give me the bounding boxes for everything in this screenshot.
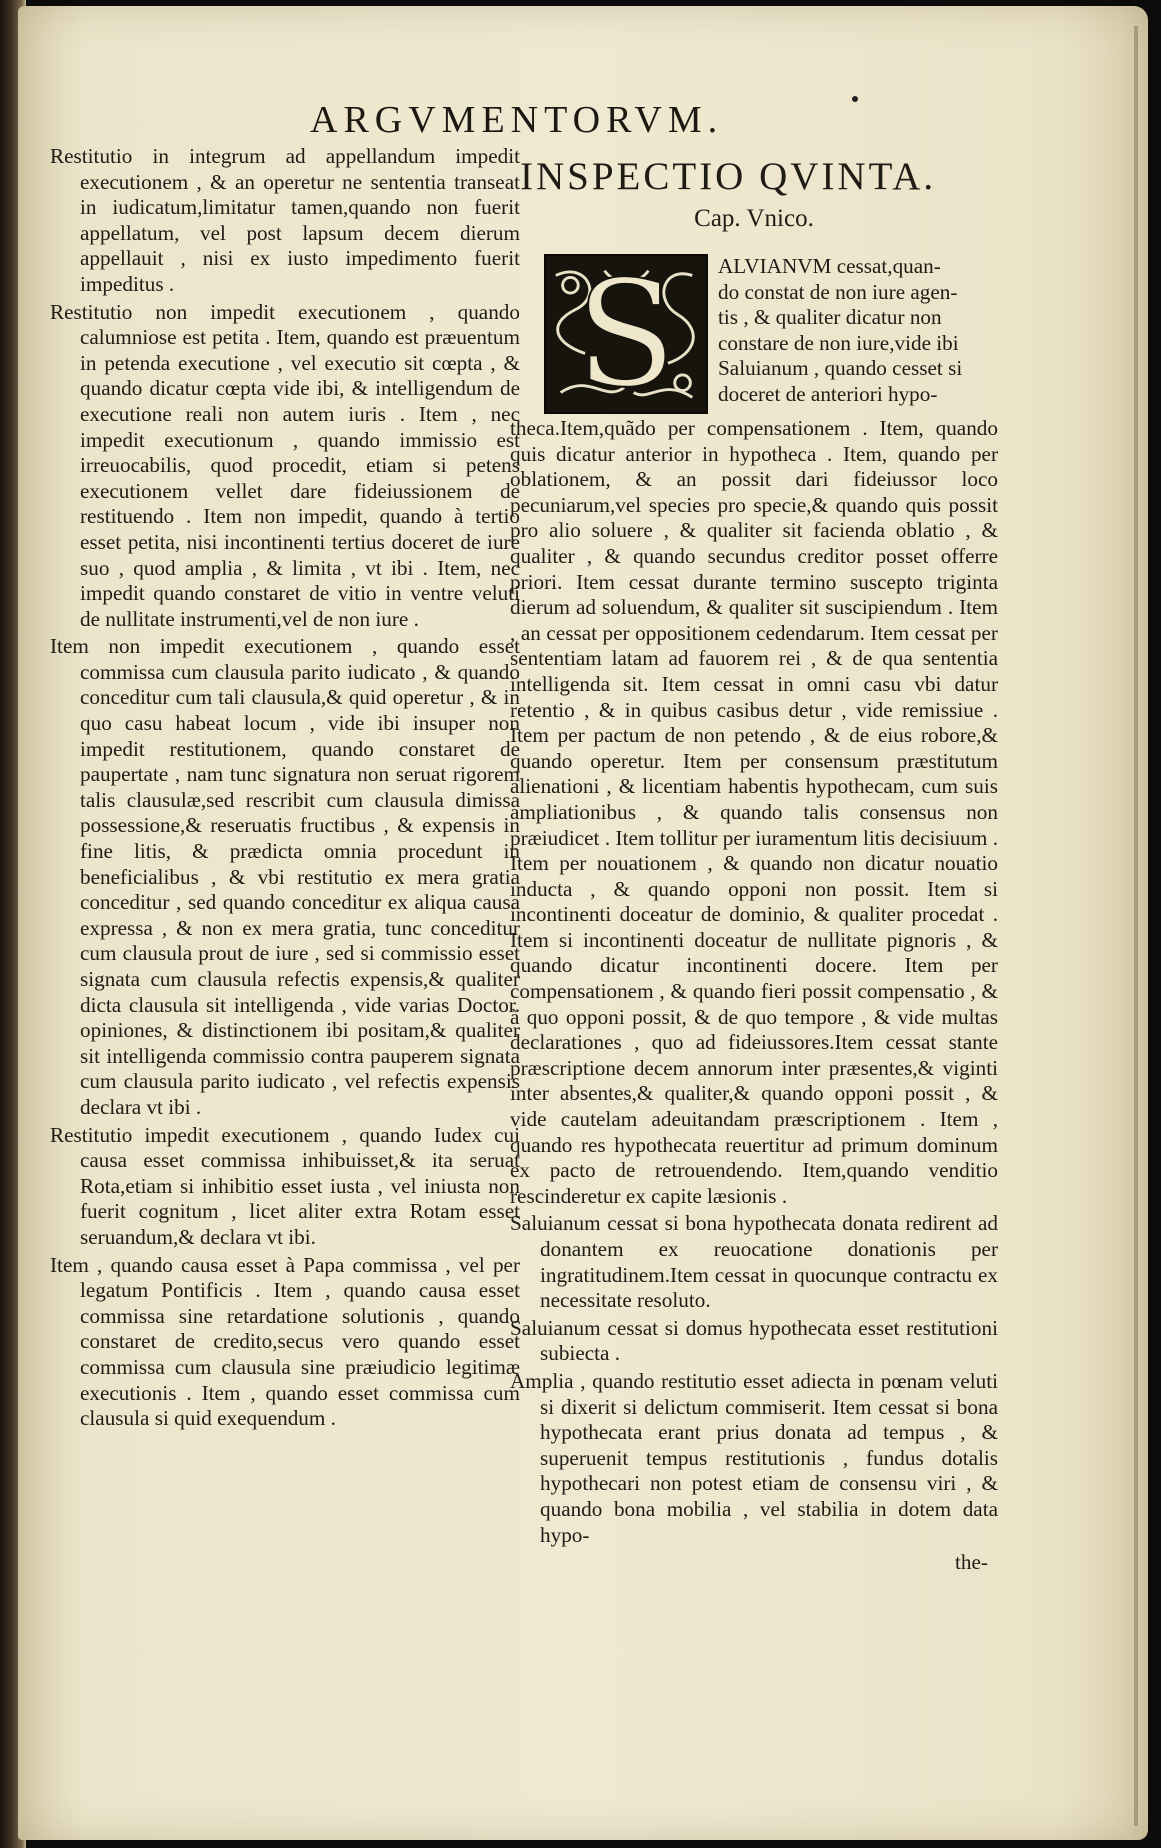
section-title: INSPECTIO QVINTA. xyxy=(520,155,937,198)
ink-dot xyxy=(852,96,858,102)
left-entry-2: Restitutio non impedit executionem , quando calumniose est petita . Item, quando est præuentum in petenda executione , vel executio sit cœpta , & quando dicatur cœpta vide ibi, & intelligendum de executione reali non autem iuris . Item , nec impedit executionum , quando immissio est irreuocabilis, quod procedit, etiam si petens executionem vellet dare fideiussionem de restituendo . Item non impedit, quando à tertio esset petita, nisi incontinenti tertius doceret de iure suo , quod amplia , & limita , vt ibi . Item, nec impedit quando constaret de vitio in ventre veluti de nullitate instrumenti,vel de non iure . xyxy=(50,299,520,631)
right-column xyxy=(510,144,998,1576)
initial-block xyxy=(510,254,998,416)
initial-line-1: ALVIANVM cessat,quan- xyxy=(718,254,941,278)
chapter-heading: Cap. Vnico. xyxy=(694,205,814,232)
running-head: ARGVMENTORVM. xyxy=(310,99,724,141)
right-entry-2: Saluianum cessat si domus hypothecata esset restitutioni subiecta . xyxy=(510,1315,998,1366)
ornament-icon xyxy=(546,256,706,412)
left-entry-5: Item , quando causa esset à Papa commissa , vel per legatum Pontificis . Item , quando causa esset commissa sine retardatione solutionis , quando constaret de credito,secus vero quando esset commissa cum clausula sine præiudicio legitimæ executionis . Item , quando esset commissa cum clausula si quid exequendum . xyxy=(50,1252,520,1431)
initial-letter: S xyxy=(575,256,677,412)
initial-line-5: Saluianum , quando cesset si xyxy=(718,356,963,381)
left-column xyxy=(50,144,520,1434)
catchword: the- xyxy=(955,1550,988,1575)
initial-line-2: do constat de non iure agen- xyxy=(718,279,958,304)
initial-line-4: constare de non iure,vide ibi xyxy=(718,330,959,355)
initial-line-6: doceret de anteriori hypo- xyxy=(718,381,938,406)
decorated-initial xyxy=(544,254,708,414)
right-entry-1: Saluianum cessat si bona hypothecata donata redirent ad donantem ex reuocatione donationis per ingratitudinem.Item cessat in quocunque contractu ex necessitate resoluto. xyxy=(510,1211,998,1313)
initial-line-3: tis , & qualiter dicatur non xyxy=(718,305,942,330)
page-edge xyxy=(1134,26,1138,1826)
initial-lines xyxy=(718,254,1000,408)
left-entry-4: Restitutio impedit executionem , quando Iudex cui causa esset commissa inhibuisset,& ita seruat Rota,etiam si inhibitio esset iusta , vel iniusta non fuerit cognitum , licet aliter extra Rotam esset seruandum,& declara vt ibi. xyxy=(50,1122,520,1249)
left-entry-3: Item non impedit executionem , quando esset commissa cum clausula parito iudicato , & quando conceditur cum tali clausula,& quid operetur , & in quo casu habeat locum , vide ibi insuper non impedit restitutionem, quando constaret de paupertate , nam tunc signatura non seruat rigorem talis clausulæ,sed rescribit cum clausula dimissa possessione,& reseruatis fructibus , & expensis in fine litis, & prædicta omnia procedunt in beneficialibus , & vbi restitutio ex mera gratia conceditur , sed quando conceditur ex aliqua causa expressa , & non ex mera gratia, tunc conceditur cum clausula prout de iure , sed si commissio esset signata cum clausula refectis expensis,& qualiter dicta clausula sit intelligenda , vide varias Doctor. opiniones, & distinctionem ibi positam,& qualiter sit intelligenda commissio contra pauperem signata cum clausula parito iudicato , vel refectis expensis declara vt ibi . xyxy=(50,634,520,1119)
first-paragraph: theca.Item,quãdo per compensationem . Item, quando quis dicatur anterior in hypotheca . Item, quando per oblationem, & an possit dari fideiussor loco pecuniarum,vel species pro specie,& quando quis possit pro alio soluere , & qualiter sit facienda oblatio , & qualiter , & quando secundus creditor posset offerre priori. Item cessat durante termino suscepto triginta dierum ad soluendum, & qualiter sit suscipiendum . Item , an cessat per oppositionem cedendarum. Item cessat per sententiam latam ad fauorem rei , & de qua sententia intelligenda sit. Item cessat in omni casu vbi datur retentio , & in quibus casibus detur , vide remissiue . Item per pactum de non petendo , & de eius robore,& quando operetur. Item per consensum præstitutum alienationi , & licentiam habentis hypothecam, cum suis ampliationibus , & quando talis consensus non præiudicet . Item tollitur per iuramentum litis decisiuum . Item per nouationem , & quando non dicatur nouatio inducta , & quando opponi non possit. Item si incontinenti doceatur de dominio, & qualiter procedat . Item si incontinenti doceatur de nullitate pignoris , & quando dicatur incontinenti docere. Item per compensationem , & quando fieri possit compensatio , & à quo opponi possit, & de quo tempore , & vide multas declarationes , quo ad fideiussores.Item cessat stante præscriptione decem annorum inter præsentes,& viginti inter absentes,& qualiter,& quando opponi possit , & vide cautelam adeuitandam præscriptionem . Item , quando res hypothecata reuertitur ad primum dominum ex pacto de retrouendendo. Item,quando venditio rescinderetur ex capite læsionis . xyxy=(510,416,998,1208)
right-entry-3: Amplia , quando restitutio esset adiecta in pœnam veluti si dixerit si delictum commiserit. Item cessat si bona hypothecata erant prius donata ad tempus , & superuenit tempus restitutionis , fundus dotalis hypothecari non potest etiam de consensu viri , & quando bona mobilia , vel stabilia in dotem data hypo- xyxy=(510,1368,998,1547)
left-entry-1: Restitutio in integrum ad appellandum impedit executionem , & an operetur ne sententia transeat in iudicatum,limitatur tamen,quando non fuerit appellatum, vel post lapsum decem dierum appellauit , nisi ex iusto impedimento fuerit impeditus . xyxy=(50,144,520,296)
